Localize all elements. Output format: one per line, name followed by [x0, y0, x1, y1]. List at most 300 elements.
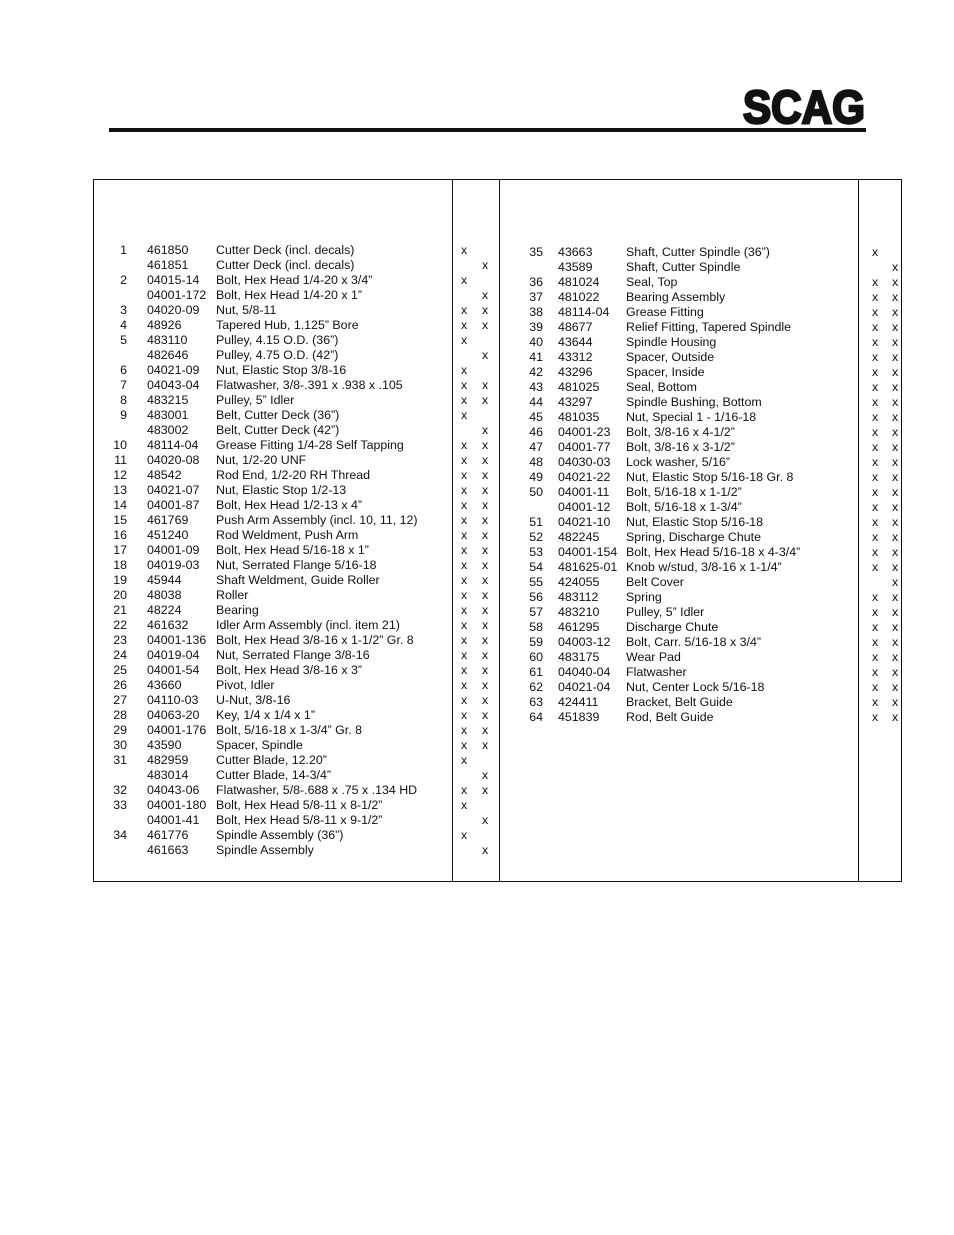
- item-number: 62: [529, 680, 543, 694]
- part-description: Bolt, Hex Head 3/8-16 x 3”: [216, 663, 363, 677]
- part-description: Key, 1/4 x 1/4 x 1”: [216, 708, 315, 722]
- parts-row: [93, 243, 498, 258]
- item-number: 2: [120, 273, 127, 287]
- model-b-mark: x: [482, 378, 489, 392]
- item-number: 25: [113, 663, 127, 677]
- part-description: Bolt, Carr. 5/16-18 x 3/4”: [626, 635, 761, 649]
- item-number: 4: [120, 318, 127, 332]
- item-number: 27: [113, 693, 127, 707]
- model-a-mark: x: [872, 710, 879, 724]
- parts-row: [499, 290, 901, 305]
- part-description: Pulley, 5” Idler: [626, 605, 705, 619]
- item-number: 60: [529, 650, 543, 664]
- model-a-mark: x: [461, 648, 468, 662]
- model-a-mark: x: [872, 455, 879, 469]
- part-description: Nut, Serrated Flange 5/16-18: [216, 558, 377, 572]
- part-description: Spindle Assembly (36”): [216, 828, 344, 842]
- parts-row: [93, 843, 498, 858]
- part-description: Tapered Hub, 1.125” Bore: [216, 318, 359, 332]
- model-b-mark: x: [892, 470, 899, 484]
- part-description: Knob w/stud, 3/8-16 x 1-1/4”: [626, 560, 782, 574]
- model-a-mark: x: [461, 408, 468, 422]
- part-number: 483001: [147, 408, 189, 422]
- model-b-mark: x: [482, 708, 489, 722]
- item-number: 61: [529, 665, 543, 679]
- part-description: Nut, Elastic Stop 1/2-13: [216, 483, 347, 497]
- parts-row: [93, 348, 498, 363]
- model-b-mark: x: [892, 425, 899, 439]
- scag-logo: [741, 86, 867, 128]
- parts-row: [499, 665, 901, 680]
- model-a-mark: x: [461, 588, 468, 602]
- part-number: 424411: [558, 695, 599, 709]
- item-number: 14: [113, 498, 127, 512]
- item-number: 19: [113, 573, 127, 587]
- part-number: 04040-04: [558, 665, 611, 679]
- part-description: Roller: [216, 588, 249, 602]
- parts-row: [93, 258, 498, 273]
- parts-row: [499, 620, 901, 635]
- part-number: 483014: [147, 768, 189, 782]
- part-description: Rod, Belt Guide: [626, 710, 714, 724]
- model-b-mark: x: [892, 605, 899, 619]
- part-number: 48677: [558, 320, 593, 334]
- model-b-mark: x: [892, 620, 899, 634]
- part-number: 04110-03: [147, 693, 199, 707]
- model-a-mark: x: [461, 333, 468, 347]
- part-description: Spindle Assembly: [216, 843, 314, 857]
- part-number: 43589: [558, 260, 593, 274]
- parts-row: [499, 305, 901, 320]
- part-number: 04021-07: [147, 483, 200, 497]
- parts-row: [499, 395, 901, 410]
- model-b-mark: x: [482, 723, 489, 737]
- model-b-mark: x: [892, 260, 899, 274]
- item-number: 6: [120, 363, 127, 377]
- model-b-mark: x: [482, 513, 489, 527]
- model-a-mark: x: [461, 393, 468, 407]
- part-description: Bolt, 3/8-16 x 4-1/2”: [626, 425, 735, 439]
- item-number: 24: [113, 648, 127, 662]
- part-number: 461663: [147, 843, 189, 857]
- part-number: 04019-04: [147, 648, 200, 662]
- part-description: Cutter Blade, 14-3/4”: [216, 768, 332, 782]
- model-a-mark: x: [872, 605, 879, 619]
- part-description: Bolt, 3/8-16 x 3-1/2”: [626, 440, 735, 454]
- parts-row: [499, 695, 901, 710]
- part-description: Seal, Bottom: [626, 380, 697, 394]
- part-number: 483175: [558, 650, 600, 664]
- model-b-mark: x: [482, 438, 489, 452]
- model-a-mark: x: [872, 485, 879, 499]
- parts-row: [93, 588, 498, 603]
- model-a-mark: x: [461, 483, 468, 497]
- header-rule: [109, 128, 866, 132]
- model-a-mark: x: [461, 513, 468, 527]
- part-description: Bolt, Hex Head 5/8-11 x 8-1/2”: [216, 798, 383, 812]
- part-number: 43663: [558, 245, 593, 259]
- model-b-mark: x: [482, 678, 489, 692]
- parts-row: [93, 663, 498, 678]
- part-description: Bearing: [216, 603, 259, 617]
- item-number: 18: [113, 558, 127, 572]
- parts-row: [93, 528, 498, 543]
- item-number: 64: [529, 710, 543, 724]
- part-number: 43590: [147, 738, 182, 752]
- model-b-mark: x: [892, 395, 899, 409]
- model-a-mark: x: [461, 543, 468, 557]
- parts-row: [93, 738, 498, 753]
- item-number: 9: [120, 408, 127, 422]
- model-b-mark: x: [482, 768, 489, 782]
- part-description: Nut, 5/8-11: [216, 303, 277, 317]
- parts-row: [499, 275, 901, 290]
- item-number: 33: [113, 798, 127, 812]
- part-description: Idler Arm Assembly (incl. item 21): [216, 618, 400, 632]
- parts-row: [93, 468, 498, 483]
- part-number: 04020-09: [147, 303, 200, 317]
- parts-row: [499, 515, 901, 530]
- part-description: Pulley, 4.75 O.D. (42”): [216, 348, 339, 362]
- item-number: 29: [113, 723, 127, 737]
- part-description: Belt, Cutter Deck (36”): [216, 408, 340, 422]
- model-b-mark: x: [482, 393, 489, 407]
- parts-row: [499, 260, 901, 275]
- model-b-mark: x: [892, 410, 899, 424]
- logo-text: SCAG: [743, 86, 865, 128]
- item-number: 38: [529, 305, 543, 319]
- part-description: Rod End, 1/2-20 RH Thread: [216, 468, 371, 482]
- model-a-mark: x: [872, 380, 879, 394]
- model-a-mark: x: [461, 528, 468, 542]
- model-b-mark: x: [482, 303, 489, 317]
- model-b-mark: x: [892, 680, 899, 694]
- model-b-mark: x: [892, 650, 899, 664]
- item-number: 20: [113, 588, 127, 602]
- part-number: 481035: [558, 410, 600, 424]
- part-description: Nut, Special 1 - 1/16-18: [626, 410, 757, 424]
- parts-row: [93, 423, 498, 438]
- item-number: 21: [113, 603, 127, 617]
- parts-row: [93, 633, 498, 648]
- part-number: 04001-41: [147, 813, 200, 827]
- item-number: 1: [120, 243, 127, 257]
- parts-row: [93, 438, 498, 453]
- model-a-mark: x: [461, 753, 468, 767]
- model-b-mark: x: [892, 575, 899, 589]
- parts-row: [93, 558, 498, 573]
- model-a-mark: x: [461, 618, 468, 632]
- model-a-mark: x: [872, 425, 879, 439]
- part-number: 451240: [147, 528, 189, 542]
- item-number: 56: [529, 590, 543, 604]
- parts-row: [93, 498, 498, 513]
- model-b-mark: x: [892, 320, 899, 334]
- model-a-mark: x: [461, 693, 468, 707]
- model-a-mark: x: [872, 560, 879, 574]
- parts-row: [499, 575, 901, 590]
- item-number: 55: [529, 575, 543, 589]
- item-number: 10: [113, 438, 127, 452]
- item-number: 59: [529, 635, 543, 649]
- parts-row: [93, 408, 498, 423]
- model-a-mark: x: [872, 245, 879, 259]
- part-number: 48926: [147, 318, 182, 332]
- part-description: Cutter Deck (incl. decals): [216, 243, 355, 257]
- model-b-mark: x: [892, 365, 899, 379]
- item-number: 44: [529, 395, 543, 409]
- parts-row: [93, 318, 498, 333]
- item-number: 5: [120, 333, 127, 347]
- model-b-mark: x: [482, 648, 489, 662]
- model-b-mark: x: [482, 498, 489, 512]
- part-number: 483112: [558, 590, 599, 604]
- part-number: 04021-04: [558, 680, 611, 694]
- model-a-mark: x: [461, 363, 468, 377]
- part-number: 04001-136: [147, 633, 207, 647]
- model-b-mark: x: [482, 573, 489, 587]
- part-number: 04063-20: [147, 708, 200, 722]
- model-a-mark: x: [461, 498, 468, 512]
- model-b-mark: x: [892, 500, 899, 514]
- model-b-mark: x: [892, 545, 899, 559]
- part-number: 481024: [558, 275, 600, 289]
- part-description: Wear Pad: [626, 650, 681, 664]
- model-a-mark: x: [872, 590, 879, 604]
- part-number: 48114-04: [558, 305, 610, 319]
- model-b-mark: x: [892, 440, 899, 454]
- model-b-mark: x: [482, 258, 489, 272]
- part-number: 04015-14: [147, 273, 200, 287]
- parts-row: [499, 560, 901, 575]
- model-a-mark: x: [872, 620, 879, 634]
- part-description: Bolt, Hex Head 1/2-13 x 4”: [216, 498, 363, 512]
- parts-row: [93, 648, 498, 663]
- part-number: 45944: [147, 573, 182, 587]
- part-number: 04001-12: [558, 500, 611, 514]
- part-number: 482646: [147, 348, 189, 362]
- part-description: Nut, Serrated Flange 3/8-16: [216, 648, 370, 662]
- item-number: 34: [113, 828, 127, 842]
- model-b-mark: x: [482, 603, 489, 617]
- item-number: 13: [113, 483, 127, 497]
- item-number: 48: [529, 455, 543, 469]
- part-number: 04001-23: [558, 425, 611, 439]
- part-number: 482959: [147, 753, 189, 767]
- parts-row: [93, 543, 498, 558]
- model-a-mark: x: [872, 470, 879, 484]
- model-a-mark: x: [872, 635, 879, 649]
- parts-row: [499, 245, 901, 260]
- part-description: Bracket, Belt Guide: [626, 695, 733, 709]
- item-number: 28: [113, 708, 127, 722]
- model-a-mark: x: [872, 665, 879, 679]
- part-number: 461295: [558, 620, 600, 634]
- parts-row: [93, 363, 498, 378]
- parts-row: [499, 470, 901, 485]
- item-number: 22: [113, 618, 127, 632]
- model-a-mark: x: [872, 650, 879, 664]
- model-a-mark: x: [872, 320, 879, 334]
- model-b-mark: x: [482, 783, 489, 797]
- part-number: 43312: [558, 350, 593, 364]
- model-b-mark: x: [482, 453, 489, 467]
- item-number: 26: [113, 678, 127, 692]
- part-description: Bolt, Hex Head 5/8-11 x 9-1/2”: [216, 813, 383, 827]
- model-a-mark: x: [872, 290, 879, 304]
- item-number: 39: [529, 320, 543, 334]
- item-number: 23: [113, 633, 127, 647]
- model-a-mark: x: [461, 273, 468, 287]
- model-b-mark: x: [482, 588, 489, 602]
- parts-row: [499, 380, 901, 395]
- parts-row: [93, 693, 498, 708]
- part-number: 04001-154: [558, 545, 618, 559]
- item-number: 51: [529, 515, 543, 529]
- part-description: Bolt, Hex Head 1/4-20 x 3/4”: [216, 273, 373, 287]
- item-number: 7: [120, 378, 127, 392]
- model-a-mark: x: [461, 828, 468, 842]
- part-number: 04001-09: [147, 543, 200, 557]
- model-a-mark: x: [461, 318, 468, 332]
- item-number: 52: [529, 530, 543, 544]
- parts-row: [499, 410, 901, 425]
- model-a-mark: x: [461, 633, 468, 647]
- part-description: Bolt, 5/16-18 x 1-1/2”: [626, 485, 742, 499]
- part-description: Spring: [626, 590, 662, 604]
- part-number: 481625-01: [558, 560, 618, 574]
- part-description: Push Arm Assembly (incl. 10, 11, 12): [216, 513, 418, 527]
- parts-row: [499, 350, 901, 365]
- part-description: Nut, Center Lock 5/16-18: [626, 680, 765, 694]
- item-number: 37: [529, 290, 543, 304]
- model-b-mark: x: [892, 305, 899, 319]
- parts-row: [499, 545, 901, 560]
- parts-row: [499, 530, 901, 545]
- part-description: Bolt, 5/16-18 x 1-3/4”: [626, 500, 742, 514]
- model-b-mark: x: [892, 590, 899, 604]
- model-b-mark: x: [892, 530, 899, 544]
- model-a-mark: x: [461, 603, 468, 617]
- part-description: Pulley, 5” Idler: [216, 393, 295, 407]
- model-a-mark: x: [461, 783, 468, 797]
- part-number: 481025: [558, 380, 600, 394]
- parts-row: [499, 455, 901, 470]
- part-number: 04001-54: [147, 663, 200, 677]
- part-description: Nut, Elastic Stop 5/16-18 Gr. 8: [626, 470, 794, 484]
- model-b-mark: x: [482, 423, 489, 437]
- part-description: Pivot, Idler: [216, 678, 275, 692]
- part-number: 04001-77: [558, 440, 611, 454]
- part-number: 483002: [147, 423, 189, 437]
- part-description: Bolt, Hex Head 1/4-20 x 1”: [216, 288, 363, 302]
- part-description: Pulley, 4.15 O.D. (36”): [216, 333, 339, 347]
- part-description: Bearing Assembly: [626, 290, 726, 304]
- model-b-mark: x: [482, 483, 489, 497]
- part-number: 451839: [558, 710, 600, 724]
- model-b-mark: x: [482, 813, 489, 827]
- model-b-mark: x: [482, 318, 489, 332]
- part-description: Bolt, Hex Head 3/8-16 x 1-1/2” Gr. 8: [216, 633, 414, 647]
- model-a-mark: x: [461, 453, 468, 467]
- parts-row: [93, 798, 498, 813]
- part-description: Spacer, Spindle: [216, 738, 303, 752]
- part-number: 424055: [558, 575, 600, 589]
- part-number: 483215: [147, 393, 189, 407]
- model-b-mark: x: [892, 380, 899, 394]
- item-number: 49: [529, 470, 543, 484]
- part-description: Bolt, Hex Head 5/16-18 x 1”: [216, 543, 369, 557]
- model-b-mark: x: [482, 288, 489, 302]
- parts-row: [93, 828, 498, 843]
- item-number: 50: [529, 485, 543, 499]
- part-description: Shaft Weldment, Guide Roller: [216, 573, 380, 587]
- parts-row: [93, 813, 498, 828]
- parts-row: [93, 378, 498, 393]
- part-number: 43296: [558, 365, 593, 379]
- part-number: 04001-180: [147, 798, 207, 812]
- part-number: 481022: [558, 290, 600, 304]
- part-number: 04021-22: [558, 470, 611, 484]
- model-a-mark: x: [872, 365, 879, 379]
- model-b-mark: x: [892, 710, 899, 724]
- model-a-mark: x: [461, 303, 468, 317]
- part-number: 48114-04: [147, 438, 199, 452]
- part-description: Nut, 1/2-20 UNF: [216, 453, 307, 467]
- model-a-mark: x: [872, 545, 879, 559]
- model-b-mark: x: [892, 560, 899, 574]
- model-b-mark: x: [892, 275, 899, 289]
- model-b-mark: x: [482, 348, 489, 362]
- parts-row: [499, 605, 901, 620]
- parts-row: [93, 393, 498, 408]
- part-number: 04019-03: [147, 558, 200, 572]
- part-number: 43660: [147, 678, 182, 692]
- item-number: 45: [529, 410, 543, 424]
- model-a-mark: x: [872, 395, 879, 409]
- parts-row: [93, 333, 498, 348]
- model-a-mark: x: [872, 350, 879, 364]
- parts-row: [93, 453, 498, 468]
- part-description: Grease Fitting: [626, 305, 704, 319]
- part-number: 04021-10: [558, 515, 611, 529]
- part-description: Belt, Cutter Deck (42”): [216, 423, 340, 437]
- model-a-mark: x: [872, 530, 879, 544]
- parts-row: [93, 678, 498, 693]
- parts-row: [93, 708, 498, 723]
- parts-row: [499, 680, 901, 695]
- item-number: 16: [113, 528, 127, 542]
- model-b-mark: x: [892, 455, 899, 469]
- part-number: 04003-12: [558, 635, 611, 649]
- item-number: 3: [120, 303, 127, 317]
- parts-row: [93, 303, 498, 318]
- model-b-mark: x: [482, 528, 489, 542]
- part-description: Flatwasher, 5/8-.688 x .75 x .134 HD: [216, 783, 418, 797]
- parts-row: [93, 723, 498, 738]
- part-description: Spacer, Outside: [626, 350, 715, 364]
- part-description: Flatwasher: [626, 665, 687, 679]
- part-number: 482245: [558, 530, 600, 544]
- model-a-mark: x: [872, 335, 879, 349]
- item-number: 30: [113, 738, 127, 752]
- model-a-mark: x: [461, 468, 468, 482]
- model-b-mark: x: [892, 290, 899, 304]
- model-b-mark: x: [482, 663, 489, 677]
- model-b-mark: x: [482, 468, 489, 482]
- model-a-mark: x: [461, 798, 468, 812]
- left-parts-list: [93, 243, 498, 858]
